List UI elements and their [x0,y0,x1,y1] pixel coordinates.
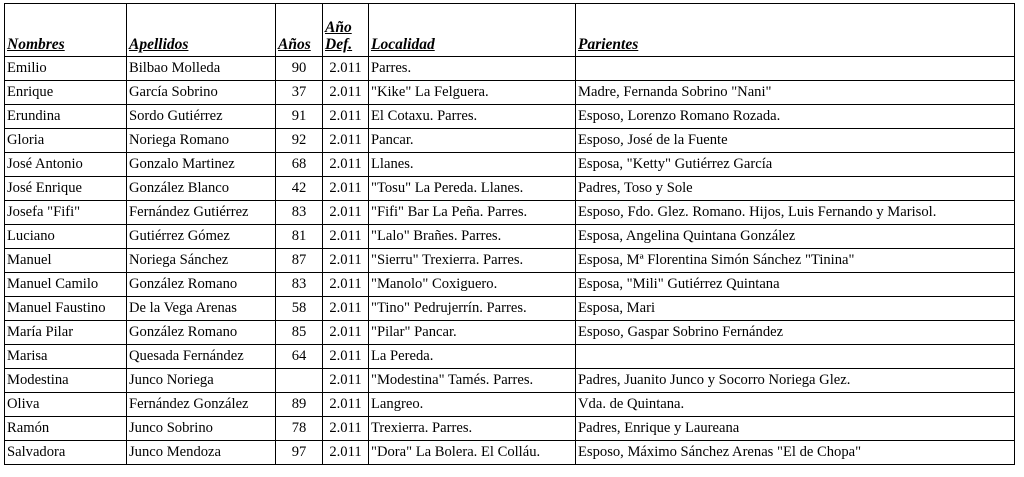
cell-parientes: Padres, Toso y Sole [576,177,1015,201]
header-ano-def [323,4,369,57]
cell-parientes: Esposo, Máximo Sánchez Arenas "El de Chopa" [576,441,1015,465]
cell-nombre: Luciano [5,225,127,249]
cell-nombre: Manuel [5,249,127,273]
cell-nombre: Ramón [5,417,127,441]
table-row [5,345,1015,369]
cell-apellidos: Quesada Fernández [127,345,276,369]
cell-nombre: José Enrique [5,177,127,201]
cell-parientes: Esposa, Mari [576,297,1015,321]
cell-parientes: Esposo, Fdo. Glez. Romano. Hijos, Luis Fernando y Marisol. [576,201,1015,225]
table-row [5,153,1015,177]
cell-nombre: Josefa "Fifi" [5,201,127,225]
table-row [5,177,1015,201]
cell-parientes: Padres, Juanito Junco y Socorro Noriega Glez. [576,369,1015,393]
header-row [5,4,1015,57]
cell-anos: 89 [276,393,323,417]
cell-nombre: José Antonio [5,153,127,177]
cell-nombre: Salvadora [5,441,127,465]
cell-nombre: Gloria [5,129,127,153]
cell-parientes [576,57,1015,81]
cell-parientes: Esposa, "Ketty" Gutiérrez García [576,153,1015,177]
cell-ano-def: 2.011 [323,345,369,369]
cell-nombre: Manuel Faustino [5,297,127,321]
table-body [5,57,1015,465]
obituary-table [4,3,1015,465]
cell-apellidos: Bilbao Molleda [127,57,276,81]
cell-ano-def: 2.011 [323,57,369,81]
cell-apellidos: Noriega Romano [127,129,276,153]
cell-anos: 64 [276,345,323,369]
cell-anos: 68 [276,153,323,177]
cell-nombre: Marisa [5,345,127,369]
cell-ano-def: 2.011 [323,273,369,297]
cell-parientes: Madre, Fernanda Sobrino "Nani" [576,81,1015,105]
cell-ano-def: 2.011 [323,417,369,441]
header-localidad: Localidad [369,4,576,57]
cell-nombre: María Pilar [5,321,127,345]
cell-anos: 97 [276,441,323,465]
table-row [5,369,1015,393]
cell-anos: 78 [276,417,323,441]
table-row [5,417,1015,441]
table-row [5,225,1015,249]
cell-localidad: La Pereda. [369,345,576,369]
cell-parientes: Esposa, Angelina Quintana González [576,225,1015,249]
cell-apellidos: Noriega Sánchez [127,249,276,273]
cell-localidad: Langreo. [369,393,576,417]
cell-nombre: Manuel Camilo [5,273,127,297]
cell-apellidos: Gutiérrez Gómez [127,225,276,249]
table-row [5,81,1015,105]
cell-apellidos: Junco Noriega [127,369,276,393]
cell-ano-def: 2.011 [323,129,369,153]
cell-localidad: "Dora" La Bolera. El Colláu. [369,441,576,465]
table-row [5,297,1015,321]
cell-nombre: Emilio [5,57,127,81]
cell-parientes [576,345,1015,369]
cell-apellidos: Fernández Gutiérrez [127,201,276,225]
cell-nombre: Oliva [5,393,127,417]
cell-anos: 87 [276,249,323,273]
cell-parientes: Vda. de Quintana. [576,393,1015,417]
cell-anos: 91 [276,105,323,129]
cell-localidad: "Sierru" Trexierra. Parres. [369,249,576,273]
cell-ano-def: 2.011 [323,105,369,129]
cell-ano-def: 2.011 [323,393,369,417]
cell-localidad: "Kike" La Felguera. [369,81,576,105]
cell-apellidos: Sordo Gutiérrez [127,105,276,129]
cell-localidad: Llanes. [369,153,576,177]
cell-localidad: "Manolo" Coxiguero. [369,273,576,297]
table-row [5,321,1015,345]
table-row [5,249,1015,273]
table-row [5,57,1015,81]
header-parientes: Parientes [576,4,1015,57]
cell-parientes: Esposa, Mª Florentina Simón Sánchez "Tinina" [576,249,1015,273]
cell-localidad: "Fifi" Bar La Peña. Parres. [369,201,576,225]
header-anos: Años [276,4,323,57]
cell-apellidos: García Sobrino [127,81,276,105]
cell-ano-def: 2.011 [323,297,369,321]
cell-apellidos: Junco Sobrino [127,417,276,441]
cell-ano-def: 2.011 [323,177,369,201]
cell-localidad: "Modestina" Tamés. Parres. [369,369,576,393]
cell-parientes: Padres, Enrique y Laureana [576,417,1015,441]
cell-localidad: Pancar. [369,129,576,153]
cell-apellidos: De la Vega Arenas [127,297,276,321]
cell-apellidos: González Romano [127,321,276,345]
cell-ano-def: 2.011 [323,225,369,249]
header-ano-def-line1: Año [325,19,352,36]
cell-localidad: "Tosu" La Pereda. Llanes. [369,177,576,201]
cell-localidad: Parres. [369,57,576,81]
cell-apellidos: Fernández González [127,393,276,417]
cell-localidad: Trexierra. Parres. [369,417,576,441]
table-row [5,441,1015,465]
cell-parientes: Esposo, Gaspar Sobrino Fernández [576,321,1015,345]
cell-ano-def: 2.011 [323,321,369,345]
cell-apellidos: Gonzalo Martinez [127,153,276,177]
cell-ano-def: 2.011 [323,201,369,225]
cell-apellidos: González Romano [127,273,276,297]
cell-anos: 81 [276,225,323,249]
cell-anos: 83 [276,273,323,297]
table-row [5,129,1015,153]
cell-localidad: "Pilar" Pancar. [369,321,576,345]
table-row [5,393,1015,417]
cell-ano-def: 2.011 [323,153,369,177]
header-apellidos: Apellidos [127,4,276,57]
cell-apellidos: González Blanco [127,177,276,201]
cell-ano-def: 2.011 [323,369,369,393]
table-row [5,105,1015,129]
cell-ano-def: 2.011 [323,249,369,273]
table-row [5,201,1015,225]
cell-apellidos: Junco Mendoza [127,441,276,465]
cell-anos: 37 [276,81,323,105]
cell-anos: 42 [276,177,323,201]
cell-localidad: El Cotaxu. Parres. [369,105,576,129]
cell-anos: 83 [276,201,323,225]
header-nombres: Nombres [5,4,127,57]
cell-ano-def: 2.011 [323,81,369,105]
table-row [5,273,1015,297]
cell-ano-def: 2.011 [323,441,369,465]
cell-anos: 58 [276,297,323,321]
header-ano-def-line2: Def. [325,36,353,53]
cell-parientes: Esposo, José de la Fuente [576,129,1015,153]
cell-nombre: Erundina [5,105,127,129]
cell-localidad: "Lalo" Brañes. Parres. [369,225,576,249]
cell-parientes: Esposo, Lorenzo Romano Rozada. [576,105,1015,129]
cell-anos: 90 [276,57,323,81]
cell-parientes: Esposa, "Mili" Gutiérrez Quintana [576,273,1015,297]
cell-anos [276,369,323,393]
cell-anos: 92 [276,129,323,153]
cell-localidad: "Tino" Pedrujerrín. Parres. [369,297,576,321]
cell-nombre: Enrique [5,81,127,105]
cell-anos: 85 [276,321,323,345]
cell-nombre: Modestina [5,369,127,393]
